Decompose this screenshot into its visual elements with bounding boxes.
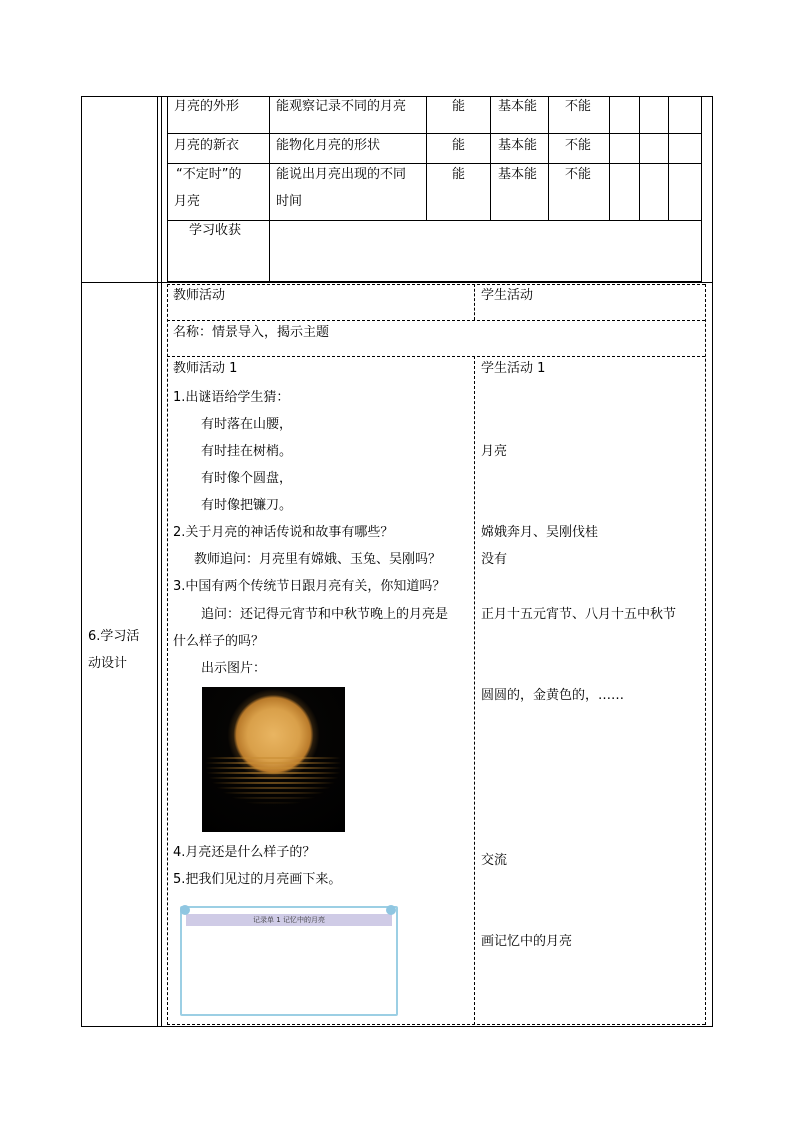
- activity-bottom-line: [167, 1024, 705, 1025]
- outer-top-border: [81, 96, 713, 97]
- teacher-activity-title: 教师活动 1: [173, 361, 238, 376]
- eval-col-line-4: [548, 96, 549, 221]
- eval-level2-3: 基本能: [498, 167, 538, 182]
- record-sheet-card: [180, 906, 398, 1016]
- eval-content-3a: “不定时”的: [176, 167, 242, 182]
- eval-col-line-6: [639, 96, 640, 221]
- teacher-line-riddle-2: 有时挂在树梢。: [201, 444, 293, 459]
- eval-table-bottom: [167, 281, 702, 282]
- teacher-line-q3-followup-a: 追问：还记得元宵节和中秋节晚上的月亮是: [201, 607, 449, 622]
- activity-mid-line-top: [474, 284, 475, 320]
- outer-col-divider-a: [157, 96, 158, 1027]
- student-line-no: 没有: [481, 552, 508, 567]
- teacher-line-q2: 2.关于月亮的神话传说和故事有哪些？: [173, 525, 394, 540]
- eval-content-1: 月亮的外形: [174, 99, 240, 114]
- eval-level1-3: 能: [452, 167, 466, 182]
- outer-right-border: [712, 96, 713, 1027]
- teacher-line-q2-followup: 教师追问：月亮里有嫦娥、玉兔、吴刚吗？: [194, 552, 442, 567]
- activity-name-row: 名称：情景导入，揭示主题: [173, 325, 330, 340]
- eval-level1-1: 能: [452, 99, 466, 114]
- full-moon-over-water-image: [202, 687, 345, 832]
- eval-level2-1: 基本能: [498, 99, 538, 114]
- eval-goal-3b: 时间: [276, 194, 303, 209]
- teacher-activity-header: 教师活动: [173, 288, 226, 303]
- eval-row-line-1: [167, 133, 702, 134]
- eval-level1-2: 能: [452, 138, 466, 153]
- teacher-line-riddle-3: 有时像个圆盘，: [201, 471, 293, 486]
- eval-goal-2: 能物化月亮的形状: [276, 138, 381, 153]
- activity-left-line: [167, 284, 168, 1025]
- eval-level3-3: 不能: [565, 167, 592, 182]
- student-activity-title: 学生活动 1: [481, 361, 546, 376]
- student-line-answer-moon: 月亮: [481, 444, 508, 459]
- activity-mid-line: [474, 356, 475, 1025]
- eval-col-line-7: [668, 96, 669, 221]
- teacher-line-q3-followup-b: 什么样子的吗？: [173, 634, 265, 649]
- teacher-line-riddle-4: 有时像把镰刀。: [201, 498, 293, 513]
- record-sheet-title: 记录单 1 记忆中的月亮: [253, 916, 325, 924]
- eval-level3-2: 不能: [565, 138, 592, 153]
- student-line-myths: 嫦娥奔月、吴刚伐桂: [481, 525, 599, 540]
- record-sheet-title-bar: [186, 914, 392, 926]
- eval-col-line-3: [490, 96, 491, 221]
- teacher-line-riddle-1: 有时落在山腰，: [201, 417, 293, 432]
- activity-top-line: [167, 284, 705, 285]
- eval-col-line-5: [609, 96, 610, 221]
- teacher-line-q5: 5.把我们见过的月亮画下来。: [173, 872, 342, 887]
- eval-col-line-2: [426, 96, 427, 221]
- eval-goal-3a: 能说出月亮出现的不同: [276, 167, 407, 182]
- teacher-line-q4: 4.月亮还是什么样子的？: [173, 845, 316, 860]
- eval-content-3b: 月亮: [174, 194, 201, 209]
- eval-harvest-label: 学习收获: [189, 223, 242, 238]
- outer-bottom-border: [81, 1026, 713, 1027]
- activity-right-line: [705, 284, 706, 1025]
- moon-reflection: [202, 757, 345, 832]
- teacher-line-show-image: 出示图片：: [201, 661, 267, 676]
- pin-dot-left: [180, 905, 190, 915]
- eval-level2-2: 基本能: [498, 138, 538, 153]
- eval-col-line-1: [269, 96, 270, 282]
- activity-header-bottom: [167, 320, 705, 321]
- activity-name-bottom: [167, 356, 705, 357]
- teacher-line-q3: 3.中国有两个传统节日跟月亮有关，你知道吗？: [173, 579, 446, 594]
- eval-goal-1: 能观察记录不同的月亮: [276, 99, 407, 114]
- section-label-line1: 6.学习活: [88, 629, 140, 644]
- teacher-line-riddle-intro: 1.出谜语给学生猜：: [173, 390, 290, 405]
- section-label-line2: 动设计: [88, 656, 128, 671]
- eval-content-2: 月亮的新衣: [174, 138, 240, 153]
- student-line-discuss: 交流: [481, 853, 508, 868]
- student-line-round-golden: 圆圆的，金黄色的，……: [481, 688, 625, 703]
- eval-table-right: [701, 96, 702, 282]
- outer-col-divider-b: [161, 96, 162, 1027]
- student-line-festivals: 正月十五元宵节、八月十五中秋节: [481, 607, 677, 622]
- eval-level3-1: 不能: [565, 99, 592, 114]
- student-line-draw: 画记忆中的月亮: [481, 934, 573, 949]
- student-activity-header: 学生活动: [481, 288, 534, 303]
- eval-row-line-3: [167, 220, 702, 221]
- eval-row-line-2: [167, 163, 702, 164]
- outer-left-border: [81, 96, 82, 1027]
- eval-table-left: [167, 96, 168, 282]
- outer-row-divider: [81, 282, 713, 283]
- pin-dot-right: [386, 905, 396, 915]
